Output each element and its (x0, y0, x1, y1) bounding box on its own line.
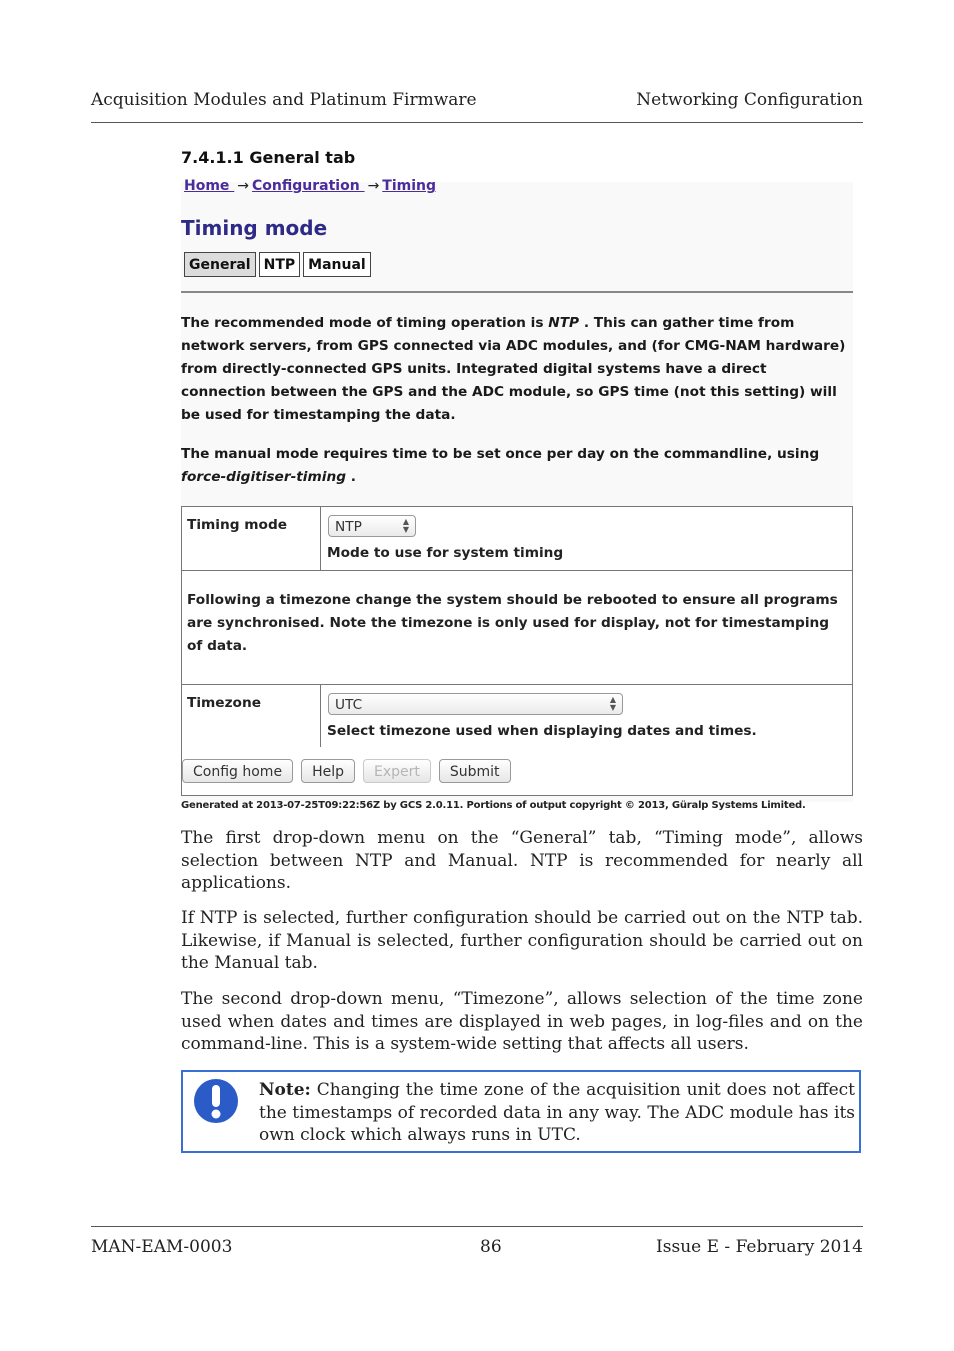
body-paragraph-3: The second drop-down menu, “Timezone”, allows selection of the time zone used when dates and times are displayed in web pages, in log-files and on the command-line. This is a system-wide setting that affects all users. (181, 989, 863, 1054)
select-arrows-icon: ▲ ▼ (609, 695, 616, 712)
timezone-notice-row (182, 571, 852, 685)
footer-rule (91, 1226, 863, 1227)
form-buttons (182, 759, 511, 783)
manual-mode-text (181, 443, 853, 489)
submit-button[interactable]: Submit (439, 759, 511, 783)
column-divider (320, 685, 321, 747)
help-button[interactable]: Help (301, 759, 355, 783)
exclamation-icon (193, 1078, 239, 1124)
timezone-row (182, 685, 852, 747)
note-label: Note: (259, 1080, 311, 1100)
body-paragraph-2: If NTP is selected, further configuration should be carried out on the NTP tab. Likewise, if Manual is selected, further configuration should be carried out on the Manual tab. (181, 908, 863, 973)
tab-general[interactable]: General (184, 252, 256, 277)
note-text (259, 1079, 855, 1147)
tab-ntp[interactable]: NTP (259, 252, 301, 277)
breadcrumb (184, 178, 436, 194)
timing-mode-value: NTP (335, 519, 362, 535)
header-doc-title: Acquisition Modules and Platinum Firmware (91, 90, 477, 110)
note-body: Changing the time zone of the acquisition unit does not affect the timestamps of recorded data in any way. The ADC module has its own clock which always runs in UTC. (259, 1080, 855, 1145)
breadcrumb-timing-link[interactable]: Timing (382, 178, 437, 194)
expert-button[interactable]: Expert (363, 759, 431, 783)
settings-form (181, 506, 853, 796)
timezone-value: UTC (335, 697, 363, 713)
timing-mode-row (182, 507, 852, 571)
header-chapter-title: Networking Configuration (636, 90, 863, 110)
breadcrumb-arrow: → (237, 178, 250, 194)
page-footer (91, 1237, 863, 1261)
note-box (181, 1070, 861, 1153)
tab-divider (181, 291, 853, 293)
page-title: Timing mode (181, 216, 328, 240)
web-ui-screenshot (181, 176, 853, 816)
recommended-mode-text (181, 312, 853, 427)
timezone-help: Select timezone used when displaying dates and times. (327, 723, 757, 739)
tab-manual[interactable]: Manual (303, 252, 371, 277)
section-title: 7.4.1.1 General tab (181, 148, 356, 167)
text-emphasis: force-digitiser-timing (181, 469, 346, 485)
text-part: . This can gather time from network servers, from GPS connected via ADC modules, and (for CMG-NAM hardware) from directly-connected GPS units. Integrated digital systems have a direct connection between the GPS and the ADC module, so GPS time (not this setting) will be used for timestamping the data. (181, 315, 846, 423)
breadcrumb-configuration-link[interactable]: Configuration (252, 178, 365, 194)
header-rule (91, 122, 863, 123)
text-emphasis: NTP (548, 315, 580, 331)
breadcrumb-arrow: → (367, 178, 380, 194)
document-number: MAN-EAM-0003 (91, 1237, 233, 1257)
timezone-notice: Following a timezone change the system should be rebooted to ensure all programs are synchronised. Note the timezone is only used for display, not for timestamping of data. (187, 592, 838, 654)
timezone-label: Timezone (187, 695, 261, 711)
page-number: 86 (480, 1237, 502, 1257)
config-home-button[interactable]: Config home (182, 759, 293, 783)
timezone-select[interactable] (328, 693, 623, 715)
text-part: The recommended mode of timing operation is (181, 315, 549, 331)
text-part: The manual mode requires time to be set once per day on the commandline, using (181, 446, 820, 462)
page-header (91, 90, 863, 114)
breadcrumb-home-link[interactable]: Home (184, 178, 235, 194)
body-paragraph-1: The first drop-down menu on the “General” tab, “Timing mode”, allows selection between NTP and Manual. NTP is recommended for nearly all applications. (181, 828, 863, 893)
timing-mode-help: Mode to use for system timing (327, 545, 564, 561)
timing-mode-label: Timing mode (187, 517, 288, 533)
timing-mode-select[interactable] (328, 515, 416, 537)
select-arrows-icon: ▲ ▼ (402, 517, 409, 534)
issue-date: Issue E - February 2014 (656, 1237, 863, 1257)
column-divider (320, 507, 321, 570)
generated-footer: Generated at 2013-07-25T09:22:56Z by GCS 2.0.11. Portions of output copyright © 2013, Güralp Systems Limited. (181, 800, 806, 811)
tab-bar (184, 252, 371, 277)
text-part: . (346, 469, 356, 485)
